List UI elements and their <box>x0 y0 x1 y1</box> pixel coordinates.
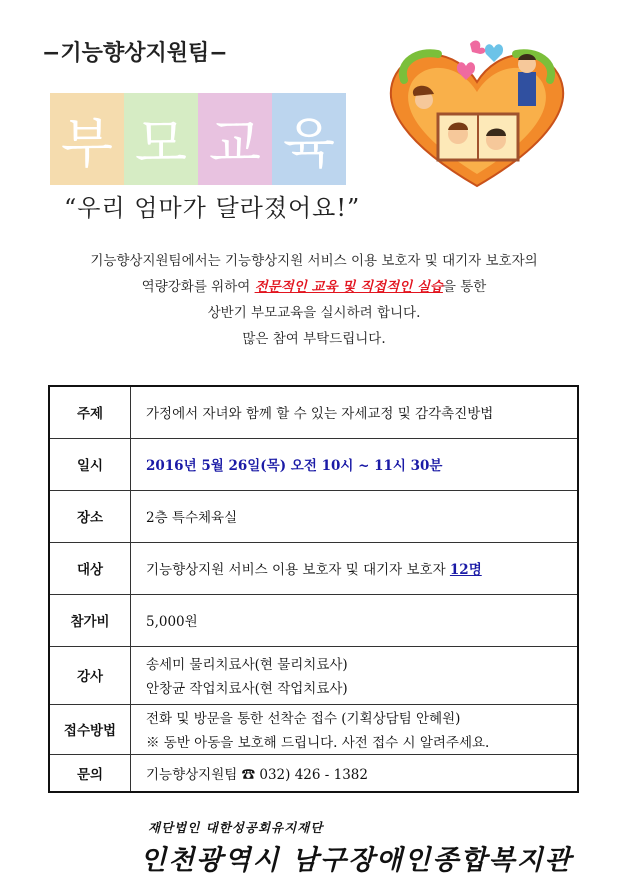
row-label-instructor: 강사 <box>49 646 131 704</box>
row-label-fee: 참가비 <box>49 594 131 646</box>
row-label-datetime: 일시 <box>49 438 131 490</box>
table-row <box>49 594 578 646</box>
family-heart-illustration <box>378 36 576 192</box>
row-label-target: 대상 <box>49 542 131 594</box>
row-value-target: 기능향상지원 서비스 이용 보호자 및 대기자 보호자 12명 <box>131 542 579 594</box>
info-table <box>48 385 579 793</box>
organization-name: 인천광역시 남구장애인종합복지관 <box>140 845 573 876</box>
foundation-name: 재단법인 대한성공회유지재단 <box>148 820 324 835</box>
table-row <box>49 386 578 438</box>
table-row <box>49 438 578 490</box>
intro-emphasis: 전문적인 교육 및 직접적인 실습 <box>254 279 443 295</box>
title-char-2: 모 <box>124 93 198 185</box>
table-row <box>49 542 578 594</box>
row-label-topic: 주제 <box>49 386 131 438</box>
row-label-place: 장소 <box>49 490 131 542</box>
intro-line-3: 상반기 부모교육을 실시하려 합니다. <box>207 305 421 321</box>
row-value-topic: 가정에서 자녀와 함께 할 수 있는 자세교정 및 감각촉진방법 <box>131 386 579 438</box>
intro-line-2: 역량강화를 위하여 전문적인 교육 및 직접적인 실습을 통한 <box>141 279 487 295</box>
team-label: −기능향상지원팀− <box>42 41 228 66</box>
target-count: 12명 <box>449 562 482 578</box>
title-char-1: 부 <box>50 93 124 185</box>
row-label-registration: 접수방법 <box>49 704 131 754</box>
table-row <box>49 646 578 704</box>
row-value-place: 2층 특수체육실 <box>131 490 579 542</box>
row-value-registration <box>131 704 579 754</box>
registration-line-1: 전화 및 방문을 통한 선착순 접수 (기획상담팀 안혜원) <box>146 711 461 727</box>
row-label-contact: 문의 <box>49 754 131 792</box>
row-value-contact: 기능향상지원팀 ☎ 032) 426 - 1382 <box>131 754 579 792</box>
table-row <box>49 704 578 754</box>
title-char-3: 교 <box>198 93 272 185</box>
instructor-line-2: 안창균 작업치료사(현 작업치료사) <box>146 681 348 697</box>
title-blocks <box>50 93 346 185</box>
table-row <box>49 754 578 792</box>
instructor-line-1: 송세미 물리치료사(현 물리치료사) <box>146 657 348 673</box>
intro-line-1: 기능향상지원팀에서는 기능향상지원 서비스 이용 보호자 및 대기자 보호자의 <box>90 253 538 269</box>
row-value-fee: 5,000원 <box>131 594 579 646</box>
intro-line-4: 많은 참여 부탁드립니다. <box>242 331 386 347</box>
row-value-datetime: 2016년 5월 26일(목) 오전 10시 ~ 11시 30분 <box>131 438 579 490</box>
table-row <box>49 490 578 542</box>
subtitle: “우리 엄마가 달라졌어요!” <box>64 194 361 222</box>
intro-paragraph <box>30 248 598 352</box>
registration-line-2: ※ 동반 아동을 보호해 드립니다. 사전 접수 시 알려주세요. <box>146 735 490 751</box>
row-value-instructor <box>131 646 579 704</box>
title-char-4: 육 <box>272 93 346 185</box>
